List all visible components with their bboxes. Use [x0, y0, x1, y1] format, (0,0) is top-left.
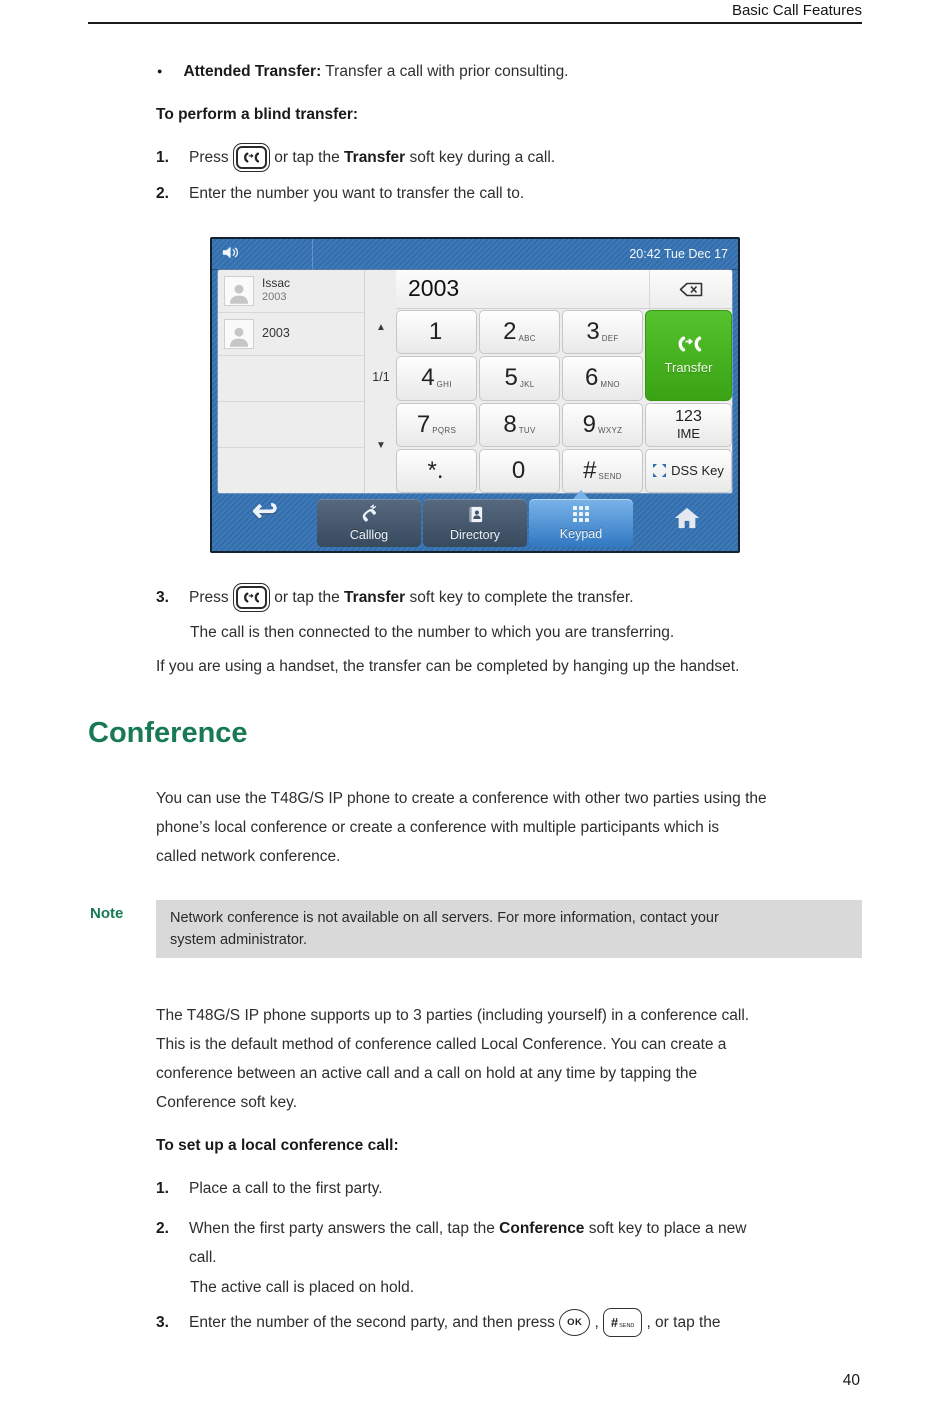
calllog-icon [359, 504, 379, 524]
blind-transfer-heading: To perform a blind transfer: [156, 106, 359, 123]
page-indicator: 1/1 [372, 370, 390, 384]
key-7[interactable]: 7 PQRS [396, 403, 477, 447]
list-pagination [364, 270, 397, 493]
key-9[interactable]: 9 WXYZ [562, 403, 643, 447]
conference-intro: You can use the T48G/S IP phone to create a conference with other two parties using the phone’s local conference or create a conference with multiple participants which is called network conference. [156, 790, 767, 865]
tab-keypad[interactable]: Keypad [529, 499, 633, 547]
dial-area [396, 270, 732, 493]
conference-step-2-detail: The active call is placed on hold. [190, 1279, 415, 1296]
blind-step-1: 1. Press or tap the Transfer soft key during a call. [156, 140, 555, 176]
dss-key[interactable]: DSS Key [645, 449, 732, 493]
handset-note: If you are using a handset, the transfer can be completed by hanging up the handset. [156, 658, 740, 675]
conference-body: The T48G/S IP phone supports up to 3 parties (including yourself) in a conference call. This is the default method of conference called Local Conference. You can create a conference between an active call and a call on hold at any time by tapping the Conference soft key. [156, 1007, 750, 1111]
local-conference-heading: To set up a local conference call: [156, 1137, 399, 1154]
note-label: Note [90, 905, 124, 922]
transfer-hardkey-icon [233, 583, 270, 612]
conference-step-1: 1. Place a call to the first party. [156, 1180, 383, 1197]
backspace-icon [679, 282, 703, 297]
speaker-icon [222, 246, 240, 259]
active-tab-notch [573, 490, 589, 499]
dialed-number: 2003 [408, 275, 460, 301]
phone-main-panel [218, 270, 732, 493]
ok-hardkey-icon: OK [559, 1309, 590, 1336]
page-up-arrow-icon[interactable]: ▲ [376, 322, 386, 333]
bullet-icon: ● [157, 66, 163, 76]
key-2[interactable]: 2 ABC [479, 310, 560, 354]
back-icon[interactable]: ↩ [252, 493, 278, 528]
directory-icon [466, 505, 485, 524]
keypad-grid-icon [572, 505, 590, 523]
key-5[interactable]: 5 JKL [479, 356, 560, 400]
blind-step-3-detail: The call is then connected to the number to which you are transferring. [190, 624, 675, 641]
contact-row[interactable]: Issac 2003 [218, 270, 364, 313]
key-4[interactable]: 4 GHI [396, 356, 477, 400]
phone-screenshot [210, 237, 740, 553]
tab-calllog[interactable]: Calllog [317, 499, 421, 547]
empty-list-row [218, 448, 364, 493]
ime-key[interactable]: 123 IME [645, 403, 732, 447]
number-input[interactable] [396, 270, 732, 309]
phone-bottom-bar [212, 495, 738, 551]
page-header: Basic Call Features [731, 2, 862, 19]
avatar [224, 319, 254, 349]
key-0[interactable]: 0 [479, 449, 560, 493]
key-pound[interactable]: # SEND [562, 449, 643, 493]
page-down-arrow-icon[interactable]: ▼ [376, 440, 386, 451]
key-1[interactable]: 1 [396, 310, 477, 354]
tab-directory[interactable]: Directory [423, 499, 527, 547]
key-8[interactable]: 8 TUV [479, 403, 560, 447]
phone-clock: 20:42 Tue Dec 17 [629, 247, 728, 261]
conference-step-3: 3. Enter the number of the second party, and then press OK , # SEND , or tap the [156, 1305, 721, 1341]
conference-title: Conference [88, 717, 248, 749]
header-rule [88, 22, 862, 24]
contact-list [218, 270, 364, 493]
phone-status-bar [212, 239, 738, 270]
empty-list-row [218, 402, 364, 448]
backspace-button[interactable] [649, 270, 732, 308]
attended-transfer-bullet: ● Attended Transfer: Transfer a call with prior consulting. [157, 63, 569, 80]
transfer-hardkey-icon [233, 143, 270, 172]
transfer-soft-key[interactable]: Transfer [645, 310, 732, 401]
expand-icon [653, 464, 666, 477]
key-star[interactable]: *. [396, 449, 477, 493]
avatar [224, 276, 254, 306]
key-6[interactable]: 6 MNO [562, 356, 643, 400]
dial-pad [396, 310, 732, 493]
contact-row[interactable]: 2003 [218, 313, 364, 356]
conference-step-2: 2. When the first party answers the call, tap the Conference soft key to place a new call. [156, 1220, 747, 1266]
home-icon[interactable] [674, 507, 700, 529]
pound-send-hardkey-icon: # SEND [603, 1308, 642, 1337]
key-3[interactable]: 3 DEF [562, 310, 643, 354]
transfer-handsets-icon [674, 336, 704, 352]
blind-step-3: 3. Press or tap the Transfer soft key to complete the transfer. [156, 580, 634, 616]
note-box: Network conference is not available on all servers. For more information, contact your system administrator. [156, 900, 862, 958]
page-number: 40 [842, 1372, 860, 1389]
empty-list-row [218, 356, 364, 402]
status-divider [312, 239, 313, 269]
blind-step-2: 2. Enter the number you want to transfer the call to. [156, 185, 525, 202]
